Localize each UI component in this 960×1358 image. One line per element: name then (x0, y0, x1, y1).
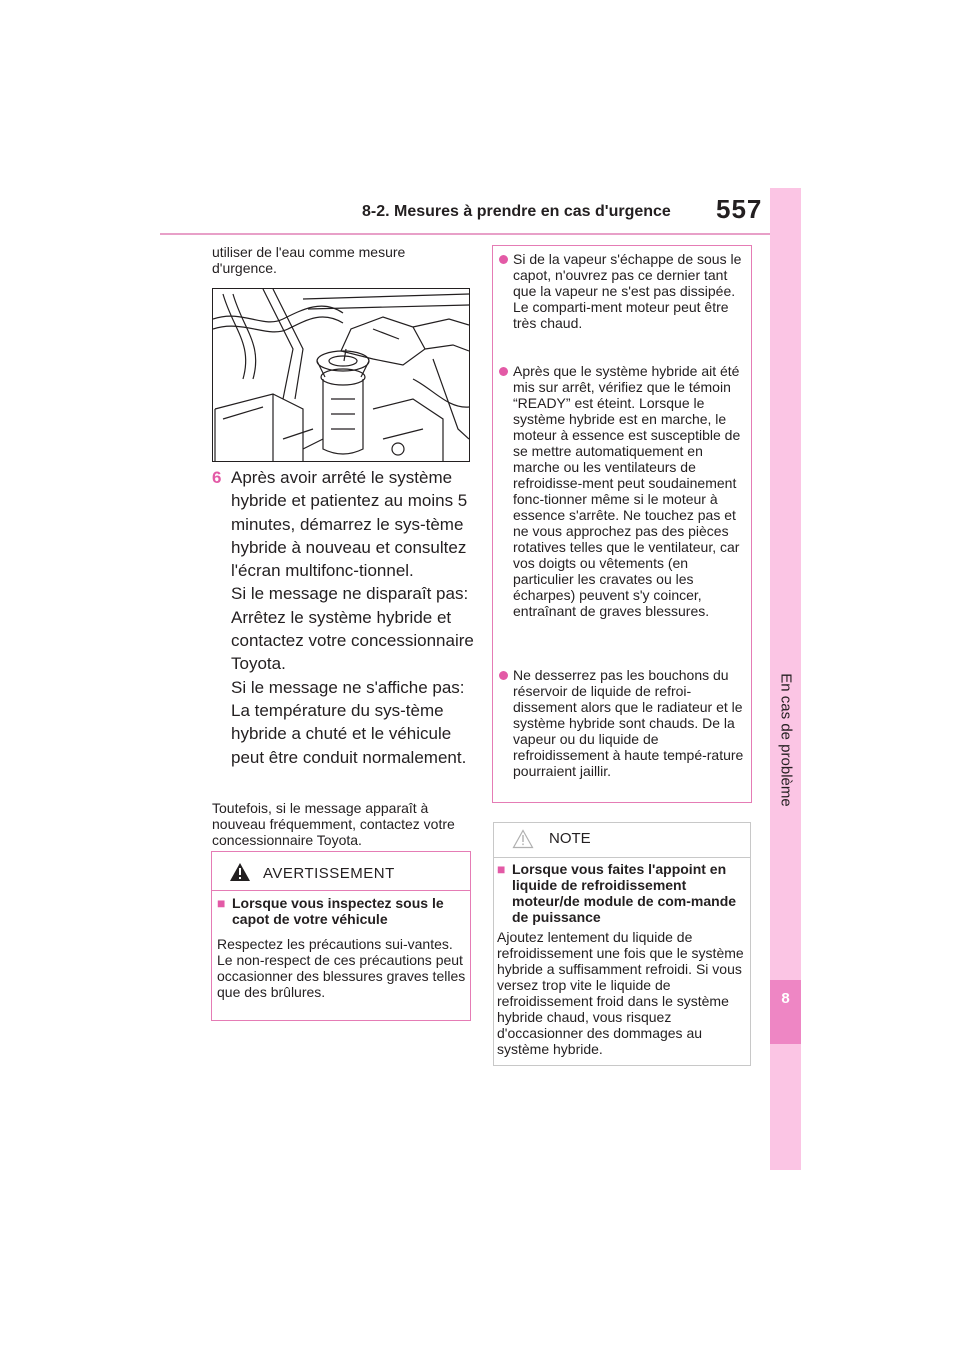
chapter-title: En cas de problème (777, 673, 794, 807)
chapter-number: 8 (781, 990, 790, 1007)
page-number: 557 (716, 194, 763, 224)
note-heading: ■ Lorsque vous faites l'appoint en liquide de refroidissement moteur/de module de com-mande de puissance (497, 861, 737, 925)
after-step-text: Toutefois, si le message apparaît à nouveau fréquemment, contactez votre concessionnaire Toyota. (212, 800, 455, 848)
warning-rule (212, 890, 470, 891)
note-label: NOTE (549, 830, 591, 847)
note-body: Ajoutez lentement du liquide de refroidissement une fois que le système hybride a suffisamment refroidi. Si vous versez trop vite le liquide de refroidissement froid dans le système hybride chaud, vous risquez d'occasionner des dommages au système hybride. (497, 929, 744, 1057)
bullet-dot-icon (499, 255, 508, 264)
chapter-title-vertical (770, 580, 801, 900)
note-box (493, 822, 751, 1066)
warning-bullet: Ne desserrez pas les bouchons du réservoir de liquide de refroi-dissement alors que le radiateur et le système hybride sont chauds. De la vapeur ou du liquide de refroidissement à haute tempé-rature pourraient jaillir. (499, 667, 745, 779)
step-6 (212, 466, 482, 769)
warning-bullet: Après que le système hybride ait été mis sur arrêt, vérifiez que le témoin “READY” est éteint. Lorsque le système hybride est en marche, le moteur à essence est susceptible de se mettre automatiquement en marche ou les ventilateurs de refroidisse-ment peut soudainement fonc-tionner même si le moteur à essence s'arrête. Ne touchez pas et ne vous approchez pas des pièces rotatives telles que le ventilateur, car vos doigts ou vêtements (en particulier les cravates ou les écharpes) peuvent s'y coincer, entraînant de graves blessures. (499, 363, 745, 619)
bullet-dot-icon (499, 367, 508, 376)
caution-triangle-icon (512, 829, 534, 849)
note-header (494, 823, 750, 857)
step-text: Après avoir arrêté le système hybride et patientez au moins 5 minutes, démarrez le sys-tème hybride à nouveau et consultez l'écran multifonc-tionnel. (231, 468, 468, 581)
intro-text: utiliser de l'eau comme mesure d'urgence. (212, 244, 406, 276)
warning-heading: ■ Lorsque vous inspectez sous le capot de votre véhicule (217, 895, 444, 927)
warning-continued-box (492, 245, 752, 803)
warning-triangle-icon (229, 862, 251, 882)
header-rule (160, 233, 770, 235)
step-if-shown: Si le message ne disparaît pas: Arrêtez le système hybride et contactez votre concessionnaire Toyota. (231, 584, 474, 674)
warning-box (211, 851, 471, 1021)
step-if-not-shown: Si le message ne s'affiche pas: La température du sys-tème hybride a chuté et le véhicule peut être conduit normalement. (231, 677, 467, 767)
note-rule (494, 857, 750, 858)
step-number: 6 (212, 468, 222, 487)
square-bullet-icon: ■ (217, 895, 226, 911)
warning-label: AVERTISSEMENT (263, 865, 395, 882)
square-bullet-icon: ■ (497, 861, 506, 877)
warning-bullet: Si de la vapeur s'échappe de sous le capot, n'ouvrez pas ce dernier tant que la vapeur ne s'est pas dissipée. Le comparti-ment moteur peut être très chaud. (499, 251, 745, 331)
bullet-dot-icon (499, 671, 508, 680)
warning-body: Respectez les précautions sui-vantes. Le non-respect de ces précautions peut occasionner des blessures graves telles que des brûlures. (217, 936, 466, 1000)
section-title: 8-2. Mesures à prendre en cas d'urgence (362, 203, 671, 220)
engine-bay-drawing (213, 289, 469, 461)
coolant-refill-illustration (212, 288, 470, 462)
warning-header (212, 852, 470, 890)
